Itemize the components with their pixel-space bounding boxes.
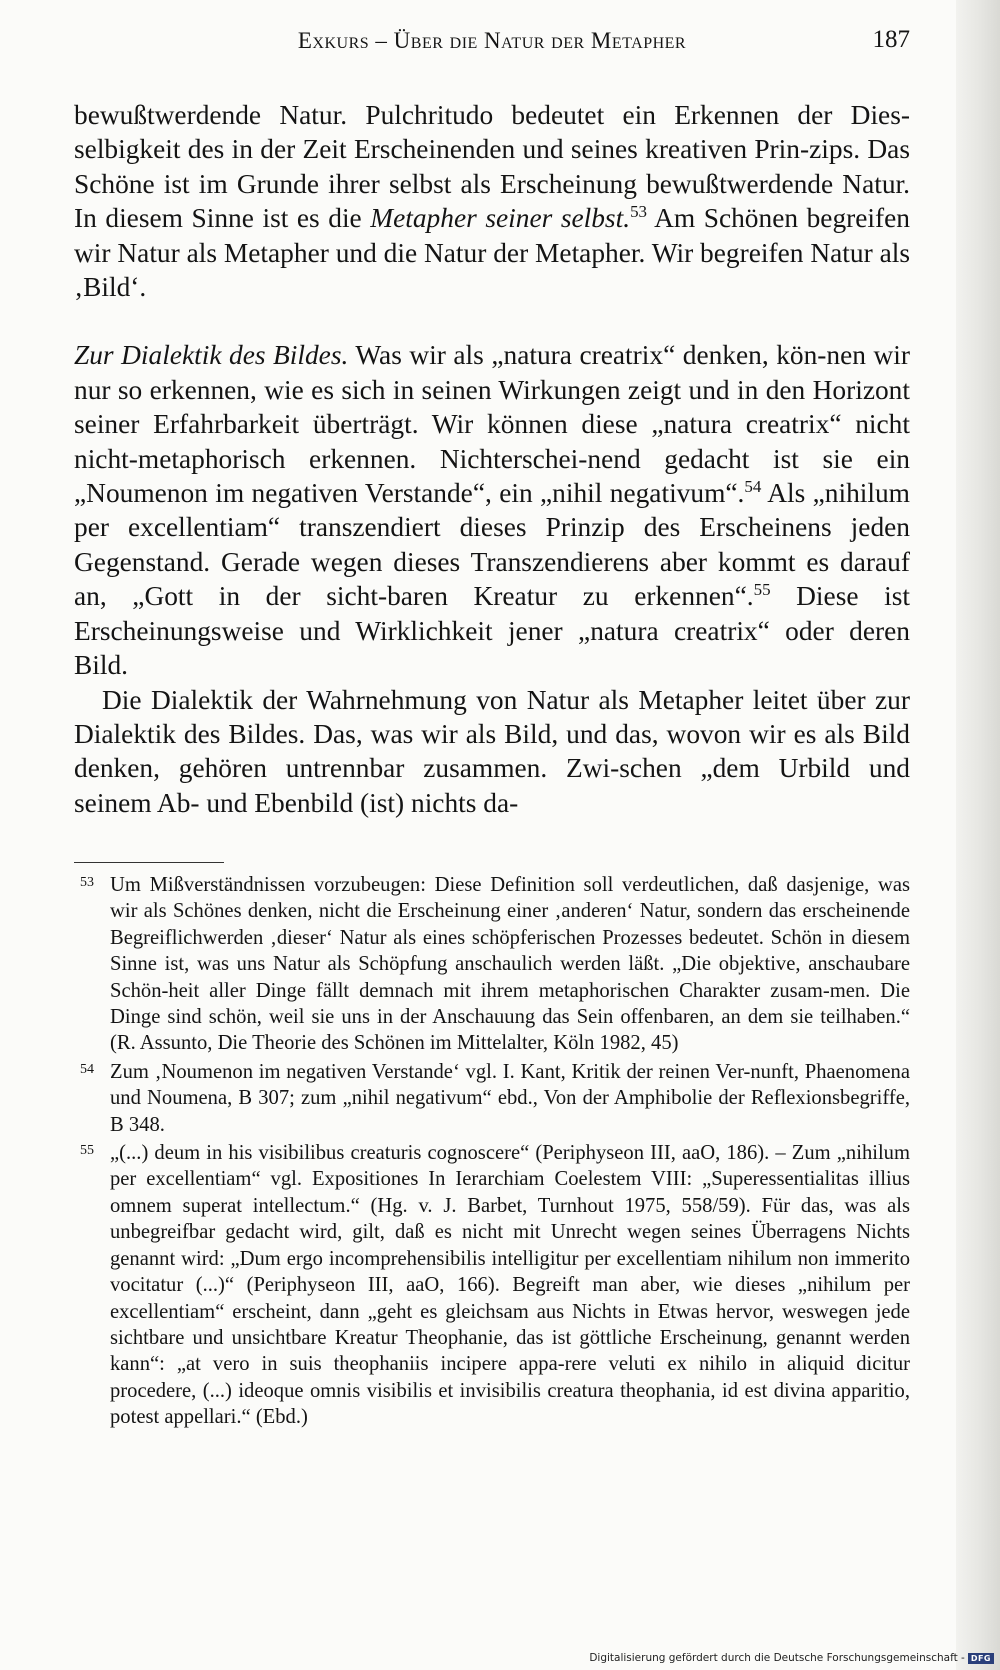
running-title: Exkurs – Über die Natur der Metapher bbox=[297, 28, 687, 53]
footnote-text: „(...) deum in his visibilibus creaturis cognoscere“ (Periphyseon III, aaO, 186). – Zum „nihilum per excellentiam“ vgl. Expositiones In Ierarchiam Coelestem VIII: „Superessentialitas illius omnem superat intellectum.“ (Hg. v. J. Barbet, Turnhout 1975, 558/59). Für das, was als unbegreifbar gedacht wird, gilt, daß es nicht mit Unrecht wegen seines Überragens Nichts genannt wird: „Dum ergo incomprehensibilis intelligitur per excellentiam nihilum non immerito vocitatur (...)“ (Periphyseon III, aaO, 166). Begreift man aber, wie dieses „nihilum per excellentiam“ erscheint, dann „geht es gleichsam aus Nichts in Etwas hervor, weswegen jede sichtbare und unsichtbare Kreatur Theophanie, das ist göttliche Erscheinung, genannt werden kann“: „at vero in suis theophaniis incipere appa-rere veluti ex nihilo in aliquid dicitur procedere, (...) ideoque omnis visibilis et invisibilis creatura theophania, id est divina apparitio, potest appellari.“ (Ebd.) bbox=[110, 1142, 910, 1429]
footnote-ref-54: 54 bbox=[744, 476, 762, 496]
paragraph-2-text-a: Was wir als „natura creatrix“ denken, kön-nen wir nur so erkennen, wie es sich in seinen Wirkungen zeigt und in den Horizont seiner Erfahrbarkeit überträgt. Wir können diese „natura creatrix“ nicht nicht-metaphorisch erkennen. Nichterschei-nend gedacht ist sie ein „Noumenon im negativen Verstande“, ein „nihil negativum“. bbox=[74, 340, 911, 509]
page-edge-shadow bbox=[956, 0, 1000, 1670]
footnote-number: 53 bbox=[80, 875, 94, 890]
footnote-separator bbox=[74, 862, 224, 863]
footnotes bbox=[74, 872, 910, 1433]
paragraph-1-text-a: bewußtwerdende Natur. Pulchritudo bedeutet ein Erkennen der Dies-selbigkeit des in der Zeit Erscheinenden und seines kreativen Prin-zips. Das Schöne ist im Grunde ihrer selbst als Erscheinung bewußtwerdende Natur. In diesem Sinne ist es die bbox=[74, 100, 910, 234]
funding-note: Digitalisierung gefördert durch die Deutsche Forschungsgemeinschaft - bbox=[589, 1652, 965, 1664]
footnote-ref-55: 55 bbox=[753, 580, 771, 600]
footnote-ref-53: 53 bbox=[630, 202, 648, 222]
digitization-footer bbox=[589, 1652, 994, 1664]
page-number: 187 bbox=[872, 26, 910, 53]
paragraph-3: Die Dialektik der Wahrnehmung von Natur als Metapher leitet über zur Dialektik des Bildes. Das, was wir als Bild, und das, wovon wir es als Bild denken, gehören untrennbar zusammen. Zwi-schen „dem Urbild und seinem Ab- und Ebenbild (ist) nichts da- bbox=[74, 684, 910, 818]
footnote-number: 54 bbox=[80, 1061, 94, 1077]
dfg-logo: DFG bbox=[968, 1653, 994, 1664]
footnote-54 bbox=[74, 1059, 910, 1138]
paragraph-1-emphasis: Metapher seiner selbst. bbox=[370, 203, 631, 234]
section-heading-inline: Zur Dialektik des Bildes. bbox=[74, 340, 349, 371]
paragraph-2 bbox=[74, 338, 910, 682]
footnote-text: Zum ‚Noumenon im negativen Verstande‘ vgl. I. Kant, Kritik der reinen Ver-nunft, Phaenomena und Noumena, B 307; zum „nihil negativum“ ebd., Von der Amphibolie der Reflexionsbegriffe, B 348. bbox=[110, 1060, 910, 1136]
footnote-number: 55 bbox=[80, 1143, 94, 1159]
footnote-text: Um Mißverständnissen vorzubeugen: Diese Definition soll verdeutlichen, daß dasjenige, was wir als Schönes denken, nicht die Erscheinung einer ‚anderen‘ Natur, sondern das erscheinende Begreiflichwerden ‚dieser‘ Natur als eines schöpferischen Prozesses bedeutet. Schön in diesem Sinne ist, was uns Natur als Schöpfung anschaulich werden läßt. „Die objektive, anschaubare Schön-heit aller Dinge fällt demnach mit ihrem metaphorischen Charakter zusam-men. Die Dinge sind schön, weil sie uns in der Anschauung das Sein offenbaren, an dem sie teilhaben.“ (R. Assunto, Die Theorie des Schönen im Mittelalter, Köln 1982, 45) bbox=[110, 874, 910, 1055]
footnote-55 bbox=[74, 1140, 910, 1430]
footnote-53 bbox=[74, 872, 910, 1057]
main-text bbox=[74, 98, 910, 820]
paragraph-2-text-c: Diese ist Erscheinungsweise und Wirklichkeit jener „natura creatrix“ oder deren Bild. bbox=[74, 581, 910, 681]
paragraph-1-text-b: Am Schönen begreifen wir Natur als Metapher und die Natur der Metapher. Wir begreifen Natur als ‚Bild‘. bbox=[74, 203, 911, 303]
paragraph-1 bbox=[74, 98, 910, 304]
running-header bbox=[74, 24, 910, 64]
paragraph-2-text-b: Als „nihilum per excellentiam“ transzendiert dieses Prinzip des Erscheinens jeden Gegenstand. Gerade wegen dieses Transzendierens aber kommt es darauf an, „Gott in der sicht-baren Kreatur zu erkennen“. bbox=[74, 478, 910, 612]
